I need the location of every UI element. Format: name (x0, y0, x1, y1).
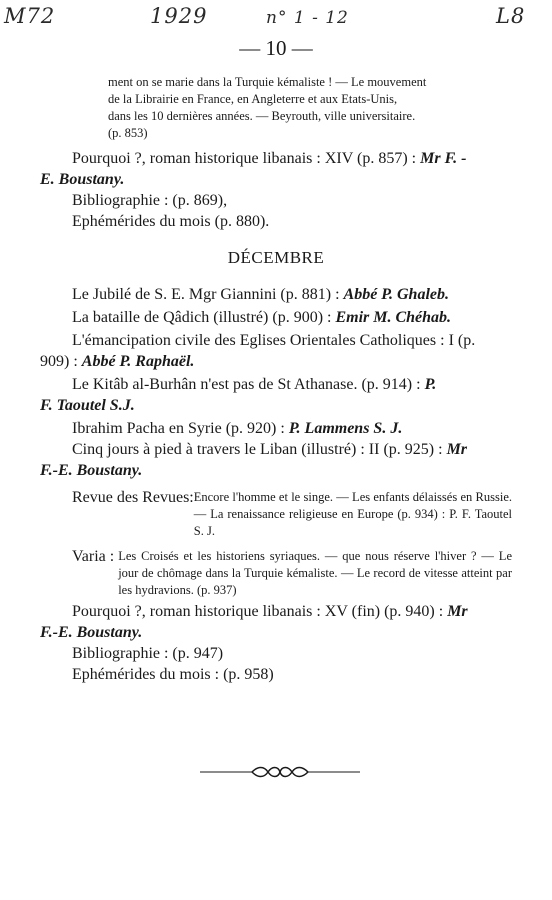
entry-cinq-jours (40, 439, 512, 460)
entry-revue-des-revues (40, 487, 512, 540)
handwritten-ref-left: M72 (4, 4, 56, 28)
entry-author: P. (424, 376, 437, 393)
entry-author: Mr (446, 441, 468, 458)
entry-label: Revue des Revues: (72, 489, 194, 506)
entry-title: Le Jubilé de S. E. Mgr Giannini (p. 881) : (72, 286, 340, 303)
entry-bibliographie-dec: Bibliographie : (p. 947) (72, 645, 224, 662)
summary-line: ment on se marie dans la Turquie kémaliste ! — Le mouvement (108, 75, 427, 89)
entry-label: Varia : (72, 548, 115, 565)
entry-ephemerides: Ephémérides du mois (p. 880). (72, 213, 270, 230)
entry-page: 909) : (40, 353, 78, 370)
entry-pourquoi-xv-continuation (40, 622, 512, 643)
entry-author: Mr (447, 603, 468, 620)
decorative-rule-ornament (200, 766, 360, 778)
entry-title: Ibrahim Pacha en Syrie (p. 920) : (72, 420, 285, 437)
entry-cinq-jours-continuation (40, 460, 512, 481)
entry-title: La bataille de Qâdich (illustré) (p. 900) : (72, 309, 332, 326)
entry-author: Abbé P. Raphaël. (81, 353, 195, 370)
entry-bibliographie: Bibliographie : (p. 869), (72, 192, 228, 209)
entry-pourquoi-xv (40, 601, 512, 622)
entry-author: Emir M. Chéhab. (335, 309, 452, 326)
entry-author-continuation (40, 169, 512, 190)
entry-emancipation-continuation (40, 351, 512, 372)
entry-title: Pourquoi ?, roman historique libanais : XV (fin) (p. 940) : (72, 603, 444, 620)
section-title: DÉCEMBRE (227, 248, 325, 267)
entry-author: F.-E. Boustany. (40, 624, 143, 641)
entry-kitab (40, 374, 512, 395)
entry-bataille-qadich (40, 307, 512, 328)
entry-author: Abbé P. Ghaleb. (343, 286, 449, 303)
entry-author: F. Taoutel S.J. (40, 397, 135, 414)
entry-author: E. Boustany. (40, 171, 125, 188)
entry-ibrahim-pacha (40, 418, 512, 439)
page-number: — 10 — (239, 36, 313, 60)
entry-pourquoi-xiv (40, 148, 512, 169)
entry-kitab-continuation (40, 395, 512, 416)
entry-title: Pourquoi ?, roman historique libanais : XIV (p. 857) : (72, 150, 417, 167)
entry-title: Le Kitâb al-Burhân n'est pas de St Athanase. (p. 914) : (72, 376, 421, 393)
handwritten-year: 1929 (150, 4, 208, 28)
entry-jubile (40, 284, 512, 305)
entry-author: Mr F. - (420, 150, 467, 167)
entry-author: F.-E. Boustany. (40, 462, 143, 479)
entry-summary: Les Croisés et les historiens syriaques. — que nous réserve l'hiver ? — Le jour de chômage dans la Turquie kémaliste. — Le record de vitesse atteint par les hydravions. (p. 937) (118, 549, 512, 597)
summary-line: de la Librairie en France, en Angleterre et aux Etats-Unis, (108, 92, 398, 106)
continued-summary (40, 74, 512, 142)
entry-ephemerides-dec: Ephémérides du mois : (p. 958) (72, 666, 274, 683)
december-contents (40, 284, 512, 685)
entry-title: Cinq jours à pied à travers le Liban (illustré) : II (p. 925) : (72, 441, 443, 458)
handwritten-ref-right: L8 (496, 4, 526, 28)
handwritten-issue-numbers: n° 1 - 12 (266, 8, 349, 28)
previous-section-tail (40, 74, 512, 232)
summary-line: (p. 853) (108, 126, 148, 140)
summary-line: dans les 10 dernières années. — Beyrouth, ville universitaire. (108, 109, 416, 123)
entry-emancipation: L'émancipation civile des Eglises Orientales Catholiques : I (p. (72, 332, 476, 349)
entry-summary: Encore l'homme et le singe. — Les enfants délaissés en Russie. — La renaissance religieuse en Europe (p. 934) : P. F. Taoutel S. J. (193, 490, 512, 538)
entry-author: P. Lammens S. J. (288, 420, 403, 437)
entry-varia (40, 546, 512, 599)
